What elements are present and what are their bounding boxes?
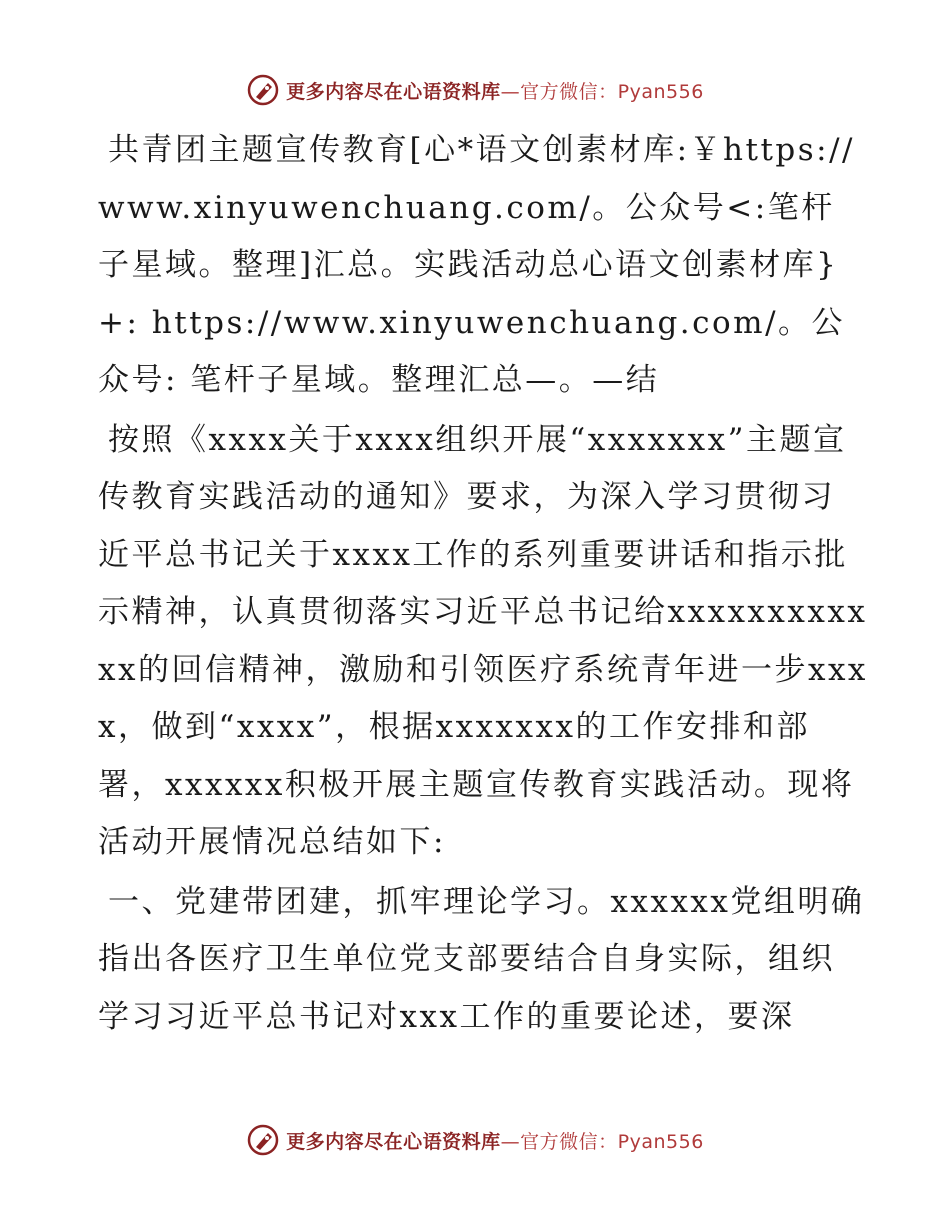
header-brand: 更多内容尽在心语资料库 bbox=[286, 80, 501, 103]
header-banner-text bbox=[286, 77, 704, 104]
footer-brand: 更多内容尽在心语资料库 bbox=[286, 1130, 501, 1153]
pen-nib-logo-icon bbox=[246, 1123, 280, 1157]
footer-banner-text bbox=[286, 1127, 704, 1154]
paragraph-intro: 按照《xxxx关于xxxx组织开展“xxxxxxx”主题宣传教育实践活动的通知》要求，为深入学习贯彻习近平总书记关于xxxx工作的系列重要讲话和指示批示精神，认真贯彻落实习近平总书记给xxxxxxxxxxxx的回信精神，激励和引领医疗系统青年进一步xxxx，做到“xxxx”，根据xxxxxxx的工作安排和部署，xxxxxx积极开展主题宣传教育实践活动。现将活动开展情况总结如下: bbox=[98, 421, 868, 860]
document-body bbox=[98, 122, 868, 1046]
pen-nib-logo-icon bbox=[246, 73, 280, 107]
header-wechat: —官方微信：Pyan556 bbox=[500, 80, 704, 103]
header-banner bbox=[0, 70, 950, 110]
paragraph-section-one: 一、党建带团建，抓牢理论学习。xxxxxx党组明确指出各医疗卫生单位党支部要结合自身实际，组织学习习近平总书记对xxx工作的重要论述，要深 bbox=[98, 883, 865, 1035]
footer-wechat: —官方微信：Pyan556 bbox=[500, 1130, 704, 1153]
paragraph-title: 共青团主题宣传教育[心*语文创素材库:￥https://www.xinyuwenchuang.com/。公众号<:笔杆子星域。整理]汇总。实践活动总心语文创素材库}+: https://www.xinyuwenchuang.com/。公众号: 笔杆子星域。整理汇总—。—结 bbox=[98, 132, 856, 398]
footer-banner bbox=[0, 1120, 950, 1160]
